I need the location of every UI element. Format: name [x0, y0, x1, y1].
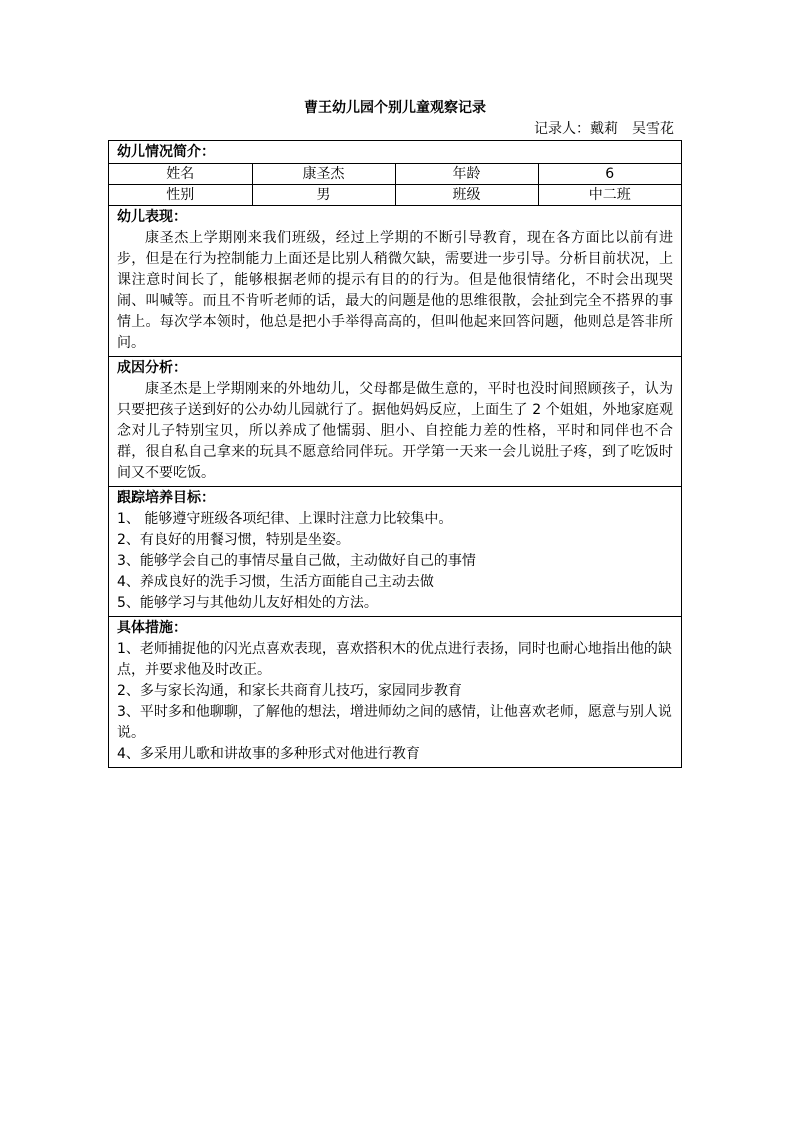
info-row-name-age — [109, 164, 681, 185]
name-value: 康圣杰 — [252, 164, 395, 185]
measures-section — [109, 617, 681, 767]
basic-info-section — [109, 141, 681, 206]
class-label: 班级 — [395, 185, 538, 206]
basic-info-heading: 幼儿情况简介： — [117, 144, 215, 160]
measure-item: 3、平时多和他聊聊，了解他的想法，增进师幼之间的感情，让他喜欢老师，愿意与别人说说。 — [117, 704, 672, 741]
goal-item: 1、 能够遵守班级各项纪律、上课时注意力比较集中。 — [117, 511, 453, 527]
goals-section — [109, 487, 681, 617]
analysis-section — [109, 357, 681, 487]
name-label: 姓名 — [109, 164, 252, 185]
measure-item: 4、多采用儿歌和讲故事的多种形式对他进行教育 — [117, 746, 420, 762]
info-row-gender-class — [109, 185, 681, 206]
observation-form — [108, 140, 682, 768]
performance-section — [109, 206, 681, 357]
analysis-heading: 成因分析： — [117, 360, 187, 376]
gender-label: 性别 — [109, 185, 252, 206]
age-label: 年龄 — [395, 164, 538, 185]
measure-item: 1、老师捕捉他的闪光点喜欢表现，喜欢搭积木的优点进行表扬，同时也耐心地指出他的缺点，并要求他及时改正。 — [117, 641, 672, 678]
basic-info-table — [109, 163, 681, 205]
analysis-text: 康圣杰是上学期刚来的外地幼儿，父母都是做生意的，平时也没时间照顾孩子，认为只要把孩子送到好的公办幼儿园就行了。据他妈妈反应，上面生了 2 个姐姐，外地家庭观念对儿子特别宝贝，所以养成了他懦弱、胆小、自控能力差的性格，平时和同伴也不合群，很自私自己拿来的玩具不愿意给同伴玩。开学第一天来一会儿说肚子疼，到了吃饭时间又不要吃饭。 — [117, 381, 673, 481]
class-value: 中二班 — [538, 185, 681, 206]
gender-value: 男 — [252, 185, 395, 206]
age-value: 6 — [538, 164, 681, 185]
performance-text: 康圣杰上学期刚来我们班级，经过上学期的不断引导教育，现在各方面比以前有进步，但是在行为控制能力上面还是比别人稍微欠缺，需要进一步引导。分析目前状况，上课注意时间长了，能够根据老师的提示有目的的行为。但是他很情绪化，不时会出现哭闹、叫喊等。而且不肯听老师的话，最大的问题是他的思维很散，会扯到完全不搭界的事情上。每次学本领时，他总是把小手举得高高的，但叫他起来回答问题，他则总是答非所问。 — [117, 230, 673, 351]
measures-heading: 具体措施： — [117, 620, 187, 636]
goal-item: 4、养成良好的洗手习惯，生活方面能自己主动去做 — [117, 574, 434, 590]
goal-item: 2、有良好的用餐习惯，特别是坐姿。 — [117, 532, 350, 548]
goals-heading: 跟踪培养目标： — [117, 490, 215, 506]
goal-item: 3、能够学会自己的事情尽量自己做，主动做好自己的事情 — [117, 553, 476, 569]
goal-item: 5、能够学习与其他幼儿友好相处的方法。 — [117, 595, 378, 611]
performance-heading: 幼儿表现： — [117, 209, 187, 225]
document-title: 曹王幼儿园个别儿童观察记录 — [304, 100, 486, 116]
measure-item: 2、多与家长沟通，和家长共商育儿技巧，家园同步教育 — [117, 683, 462, 699]
recorder-line: 记录人：戴莉 吴雪花 — [534, 121, 674, 137]
